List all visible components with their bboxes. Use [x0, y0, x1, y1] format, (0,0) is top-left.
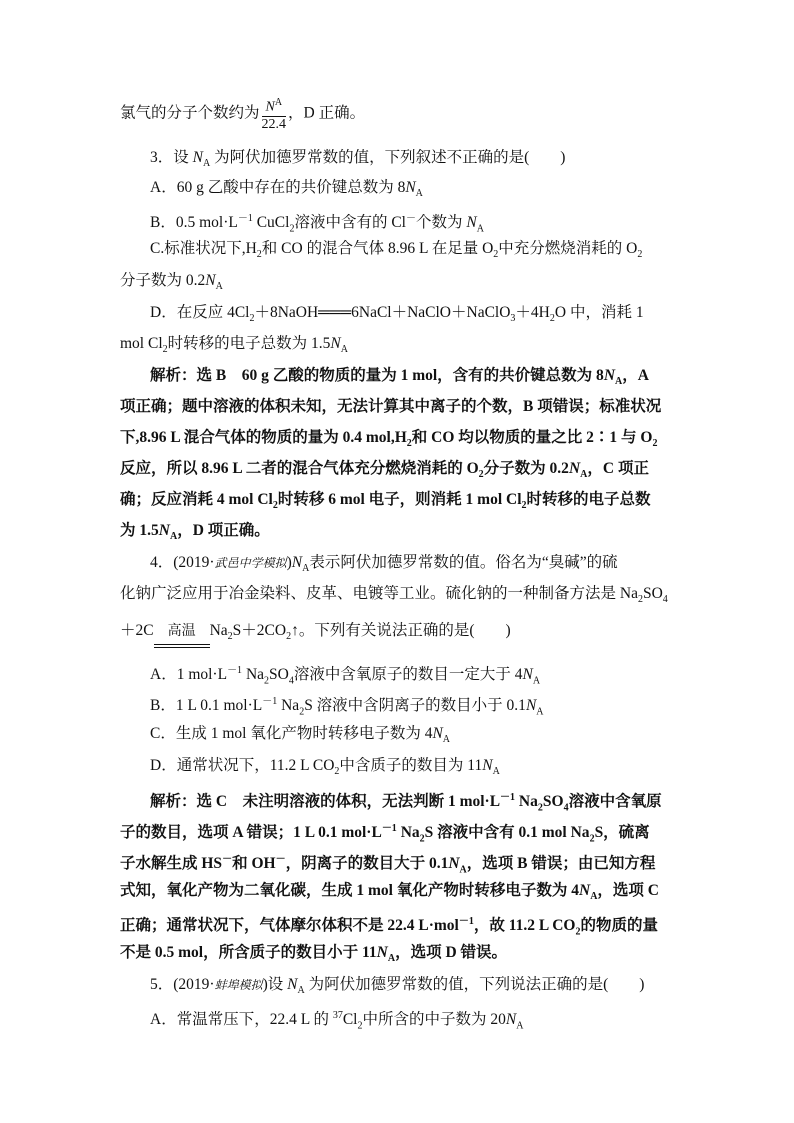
q5-option-a: A．常温常压下，22.4 L 的 $^{37}Cl_2$中所含的中子数为 $20N_A$ [150, 1010, 524, 1032]
q5-stem: 5．(2019·蚌埠模拟)设 $N_A$ 为阿伏加德罗常数的值，下列说法正确的是( ) [150, 976, 645, 997]
q4-option-b: B．1 L 0.1 $mol\cdot L^{-1}$ $Na_2S$ 溶液中含阴离子的数目小于 $0.1N_A$ [150, 696, 544, 718]
q4-option-d: D．通常状况下，11.2 L $CO_2$中含质子的数目为 $11N_A$ [150, 757, 500, 778]
q4-analysis-line3: 子水解生成 HS－和 OH－，阴离子的数目大于 $0.1N_A$，选项 B 错误；由已知方程 [120, 854, 656, 876]
q3-option-c-line1: C.标准状况下$,H_2$和 CO 的混合气体 8.96 L 在足量 $O_2$中充分燃烧消耗的 $O_2$ [150, 240, 643, 261]
q3-analysis-line4: 反应，所以 8.96 L 二者的混合气体充分燃烧消耗的 $O_2$分子数为 $0.2N_A$，C 项正 [120, 460, 649, 481]
q3-option-d-line2: mol $Cl_2$时转移的电子总数为 $1.5N_A$ [120, 335, 348, 356]
prev-answer-ending: 氯气的分子个数约为 $\frac{N^A}{22.4}$ ，D 正确。 [120, 97, 366, 132]
q3-stem: 3．设 $N_A$ 为阿伏加德罗常数的值，下列叙述不正确的是( ) [150, 149, 566, 170]
q4-option-c: C．生成 1 mol 氧化产物时转移电子数为 $4N_A$ [150, 725, 451, 746]
q4-analysis-line2: 子的数目，选项 A 错误；1 L 0.1 $mol\cdot L^{-1}$ $Na_2S$ 溶液中含有 0.1 mol $Na_2S$，硫离 [120, 823, 650, 845]
q4-stem-line2: 化钠广泛应用于冶金染料、皮革、电镀等工业。硫化钠的一种制备方法是 $Na_2SO_4$ [120, 585, 668, 606]
q4-analysis-line4: 式知，氧化产物为二氧化碳，生成 1 mol 氧化产物时转移电子数为 $4N_A$，选项 C [120, 882, 659, 903]
q3-option-d-line1: D．在反应 $4Cl_2+8NaOH═══6NaCl+NaClO+NaClO_3+4H_2O$ 中，消耗 1 [150, 304, 644, 325]
q3-option-c-line2: 分子数为 $0.2N_A$ [120, 272, 223, 293]
q3-option-a: A．60 g 乙酸中存在的共价键总数为 $8N_A$ [150, 179, 423, 200]
q4-analysis-line5: 正确；通常状况下，气体摩尔体积不是 22.4 L·mol$^{-1}$，故 11.2 L $CO_2$的物质的量 [120, 916, 659, 938]
q3-analysis-line2: 项正确；题中溶液的体积未知，无法计算其中离子的个数，B 项错误；标准状况 [120, 398, 662, 415]
q4-analysis-line1: 解析：选 C 未注明溶液的体积，无法判断 1 $mol\cdot L^{-1}$ $Na_2SO_4$溶液中含氧原 [150, 792, 662, 814]
q3-analysis-line5: 确；反应消耗 4 mol $Cl_2$时转移 6 mol 电子，则消耗 1 mol $Cl_2$时转移的电子总数 [120, 491, 651, 512]
fraction: $\frac{N^A}{22.4}$ [261, 97, 287, 132]
q4-option-a: A．1 $mol\cdot L^{-1}$ $Na_2SO_4$溶液中含氧原子的数目一定大于 $4N_A$ [150, 665, 541, 687]
q4-stem-line1: 4．(2019·武邑中学模拟)$N_A$表示阿伏加德罗常数的值。俗名为“臭碱”的硫 [150, 554, 618, 575]
q3-analysis-line6: 为 $1.5N_A$，D 项正确。 [120, 522, 270, 543]
q3-analysis-line1: 解析：选 B 60 g 乙酸的物质的量为 1 mol，含有的共价键总数为 $8N_A$，A [150, 367, 649, 388]
q3-option-b: B．0.5 $mol\cdot L^{-1}$ CuCl$_2$溶液中含有的 Cl－个数为 $N_A$ [150, 213, 484, 235]
q4-analysis-line6: 不是 0.5 mol，所含质子的数目小于 $11N_A$，选项 D 错误。 [120, 944, 508, 965]
reaction-condition-arrow: 高温 [154, 634, 210, 648]
q4-stem-line3: ＋2C 高温 $Na_2S+2CO_2↑$。下列有关说法正确的是( ) [120, 620, 680, 648]
q3-analysis-line3: 下,8.96 L 混合气体的物质的量为 0.4 $mol,H_2$和 CO 均以物质的量之比 2∶1 与 $O_2$ [120, 429, 658, 450]
